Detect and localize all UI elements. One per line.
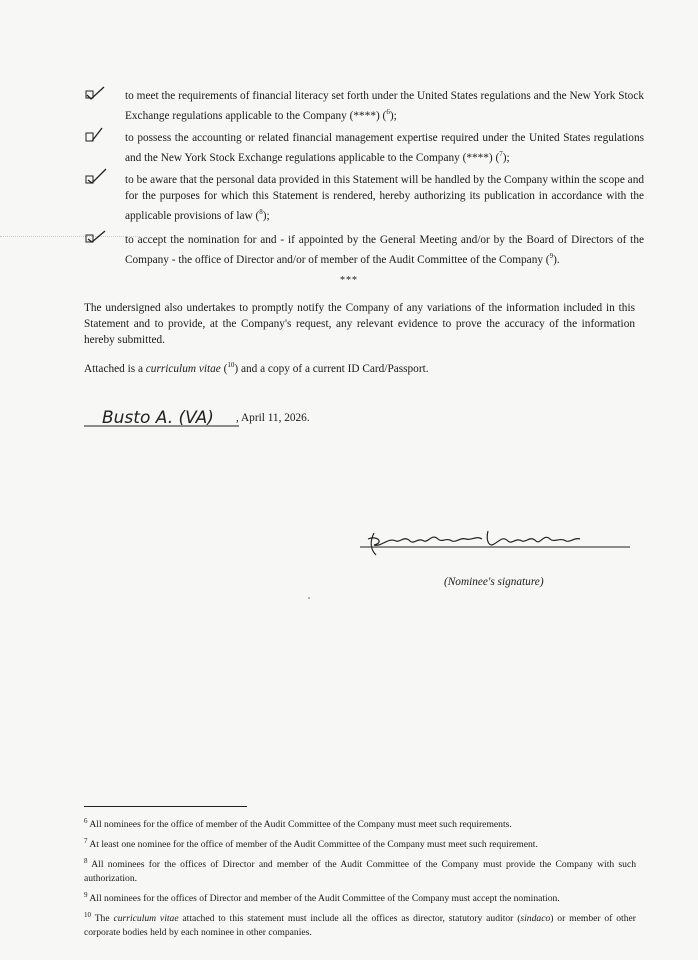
nominee-signature — [360, 527, 630, 563]
checkmark-icon — [84, 126, 110, 148]
checklist-item-financial-literacy — [84, 88, 644, 124]
nominee-signature-label: (Nominee's signature) — [444, 576, 544, 588]
footnote: $^9$ All nominees for the offices of Director and member of the Audit Committee of the Company must accept the nomination. — [84, 891, 560, 905]
footnote-rule — [84, 806, 247, 807]
checklist-text: to be aware that the personal data provided in this Statement will be handled by the Company within the scope and for the purposes for which this Statement is rendered, hereby authorizing its publication in accordance with the applicable provisions of law ($^8$); — [125, 174, 644, 222]
svg-text:Busto A. (VA): Busto A. (VA) — [102, 408, 214, 428]
attachment-statement: Attached is a curriculum vitae ($^{10}$) and a copy of a current ID Card/Passport. — [84, 361, 429, 375]
checklist-item-accounting-expertise — [84, 130, 644, 166]
separator: *** — [340, 275, 358, 286]
footnote: $^{10}$ The curriculum vitae attached to this statement must include all the offices as director, statutory auditor (sindaco) or member of other corporate bodies held by each nominee in other companies. — [84, 911, 636, 939]
handwritten-place — [84, 404, 239, 434]
checklist-item-personal-data — [84, 172, 644, 224]
checklist-text: to accept the nomination for and - if appointed by the General Meeting and/or by the Board of Directors of the Company - the office of Director and/or of member of the Audit Committee of the Company ($^9$). — [125, 234, 644, 266]
checklist-item-accept-nomination — [84, 232, 644, 268]
undertaking-paragraph: The undersigned also undertakes to promptly notify the Company of any variations of the information included in this Statement and to provide, at the Company's request, any relevant evidence to prove the accuracy of the information hereby submitted. — [84, 302, 635, 346]
footnote: $^8$ All nominees for the offices of Director and member of the Audit Committee of the Company must provide the Company with such authorization. — [84, 857, 636, 885]
checklist-text: to meet the requirements of financial literacy set forth under the United States regulations and the New York Stock Exchange regulations applicable to the Company (****) ($^6$); — [125, 90, 644, 122]
footnote: $^7$ At least one nominee for the office of member of the Audit Committee of the Company must meet such requirement. — [84, 837, 538, 851]
date: , April 11, 2026. — [236, 412, 310, 424]
scan-speck — [308, 597, 310, 599]
checklist-text: to possess the accounting or related financial management expertise required under the United States regulations and the New York Stock Exchange regulations applicable to the Company (****) ($^7$); — [125, 132, 644, 164]
checkmark-icon — [84, 228, 110, 250]
checkmark-icon — [84, 168, 110, 190]
footnote: $^6$ All nominees for the office of member of the Audit Committee of the Company must meet such requirements. — [84, 817, 512, 831]
checkmark-icon — [84, 84, 110, 106]
